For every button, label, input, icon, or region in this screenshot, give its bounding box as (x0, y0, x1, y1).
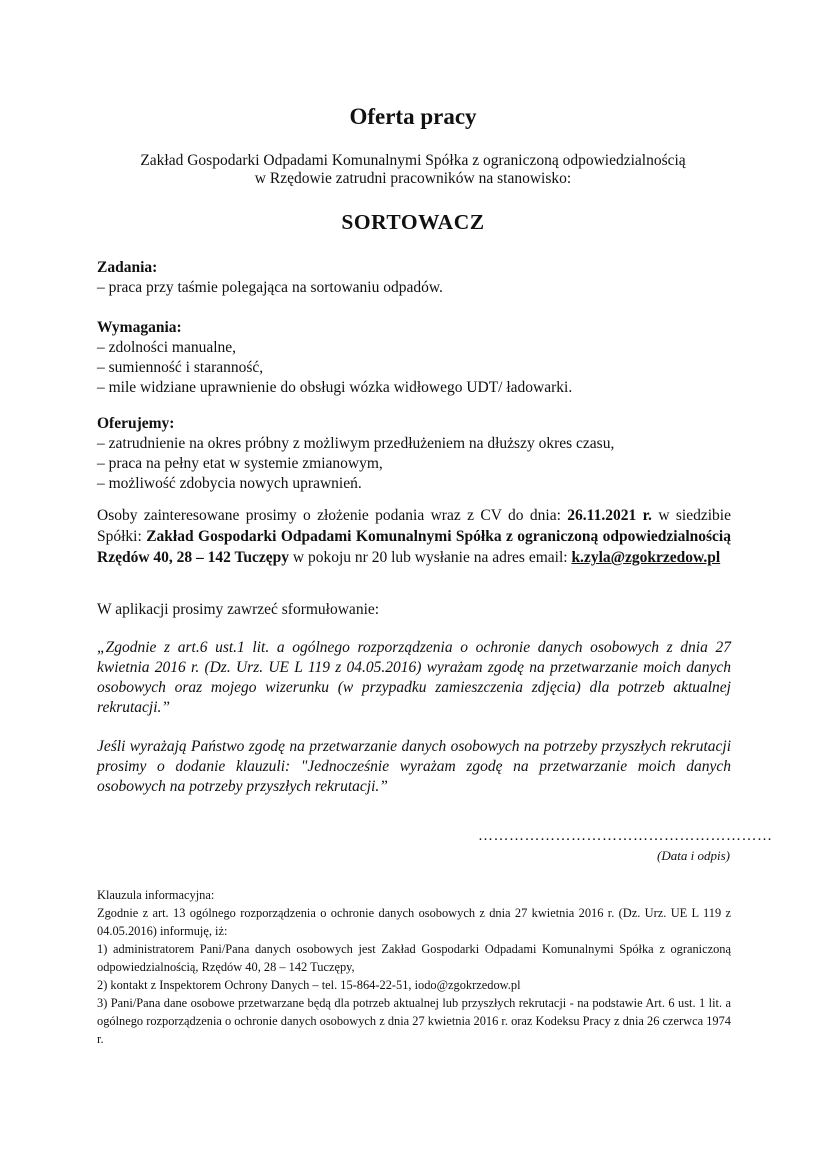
requirement-item: – sumienność i staranność, (97, 358, 737, 378)
offer-item: – praca na pełny etat w systemie zmianowym, (97, 454, 737, 474)
requirements-section (97, 318, 737, 398)
application-paragraph (97, 505, 731, 568)
offer-item: – zatrudnienie na okres próbny z możliwym przedłużeniem na dłuższy okres czasu, (97, 434, 737, 454)
position-title: SORTOWACZ (341, 210, 485, 234)
company-address: Zakład Gospodarki Odpadami Komunalnymi Spółka z ograniczoną odpowiedzialnością Rzędów 40, 28 – 142 Tuczępy (97, 528, 731, 566)
offer-section (97, 414, 737, 494)
offer-item: – możliwość zdobycia nowych uprawnień. (97, 474, 737, 494)
future-consent-text: Jeśli wyrażają Państwo zgodę na przetwarzanie danych osobowych na potrzeby przyszłych rekrutacji prosimy o dodanie klauzuli: "Jednocześnie wyrażam zgodę na przetwarzanie moich danych osobowych na potrzeby przyszłych rekrutacji.” (97, 738, 731, 795)
application-text-2: w siedzibie Spółki: (97, 507, 731, 545)
requirement-item: – mile widziane uprawnienie do obsługi wózka widłowego UDT/ ładowarki. (97, 378, 737, 398)
duty-item: – praca przy taśmie polegająca na sortowaniu odpadów. (97, 278, 737, 298)
signature-caption: (Data i odpis) (657, 848, 730, 863)
intro-line-1: Zakład Gospodarki Odpadami Komunalnymi Spółka z ograniczoną odpowiedzialnością (140, 152, 686, 169)
clause-intro: Zgodnie z art. 13 ogólnego rozporządzenia o ochronie danych osobowych z dnia 27 kwietnia 2016 r. (Dz. Urz. UE L 119 z 04.05.2016) informuję, iż: (97, 906, 731, 938)
consent-quote: „Zgodnie z art.6 ust.1 lit. a ogólnego rozporządzenia o ochronie danych osobowych z dnia 27 kwietnia 2016 r. (Dz. Urz. UE L 119 z 04.05.2016) wyrażam zgodę na przetwarzanie moich danych osobowych oraz mojego wizerunku (w przypadku zamieszczenia zdjęcia) dla potrzeb aktualnej rekrutacji.” (97, 639, 731, 716)
clause-point: 1) administratorem Pani/Pana danych osobowych jest Zakład Gospodarki Odpadami Komunalnymi Spółka z ograniczoną odpowiedzialnością, Rzędów 40, 28 – 142 Tuczępy, (97, 942, 731, 974)
duties-heading: Zadania: (97, 259, 158, 276)
page-title: Oferta pracy (349, 104, 477, 129)
email-link[interactable]: k.zyla@zgokrzedow.pl (571, 549, 721, 566)
clause-point: 2) kontakt z Inspektorem Ochrony Danych – tel. 15-864-22-51, iodo@zgokrzedow.pl (97, 978, 521, 992)
requirement-item: – zdolności manualne, (97, 338, 737, 358)
clause-heading: Klauzula informacyjna: (97, 888, 215, 902)
clause-point: 3) Pani/Pana dane osobowe przetwarzane będą dla potrzeb aktualnej lub przyszłych rekrutacji - na podstawie Art. 6 ust. 1 lit. a ogólnego rozporządzenia o ochronie danych osobowych z dnia 27 kwietnia 2016 r. oraz Kodeksu Pracy z dnia 26 czerwca 1974 r. (97, 996, 731, 1046)
signature-block (478, 826, 773, 866)
application-text-3: w pokoju nr 20 lub wysłanie na adres email: (289, 549, 572, 566)
formulation-intro: W aplikacji prosimy zawrzeć sformułowanie: (97, 601, 380, 618)
intro-text (60, 152, 766, 188)
duties-section (97, 258, 737, 298)
intro-line-2: w Rzędowie zatrudni pracowników na stanowisko: (254, 170, 572, 187)
signature-line: ………………………………………………… (478, 828, 773, 844)
application-deadline: 26.11.2021 r. (567, 507, 652, 524)
information-clause (97, 886, 731, 1048)
application-text-1: Osoby zainteresowane prosimy o złożenie podania wraz z CV do dnia: (97, 507, 568, 524)
requirements-heading: Wymagania: (97, 319, 182, 336)
offer-heading: Oferujemy: (97, 415, 175, 432)
